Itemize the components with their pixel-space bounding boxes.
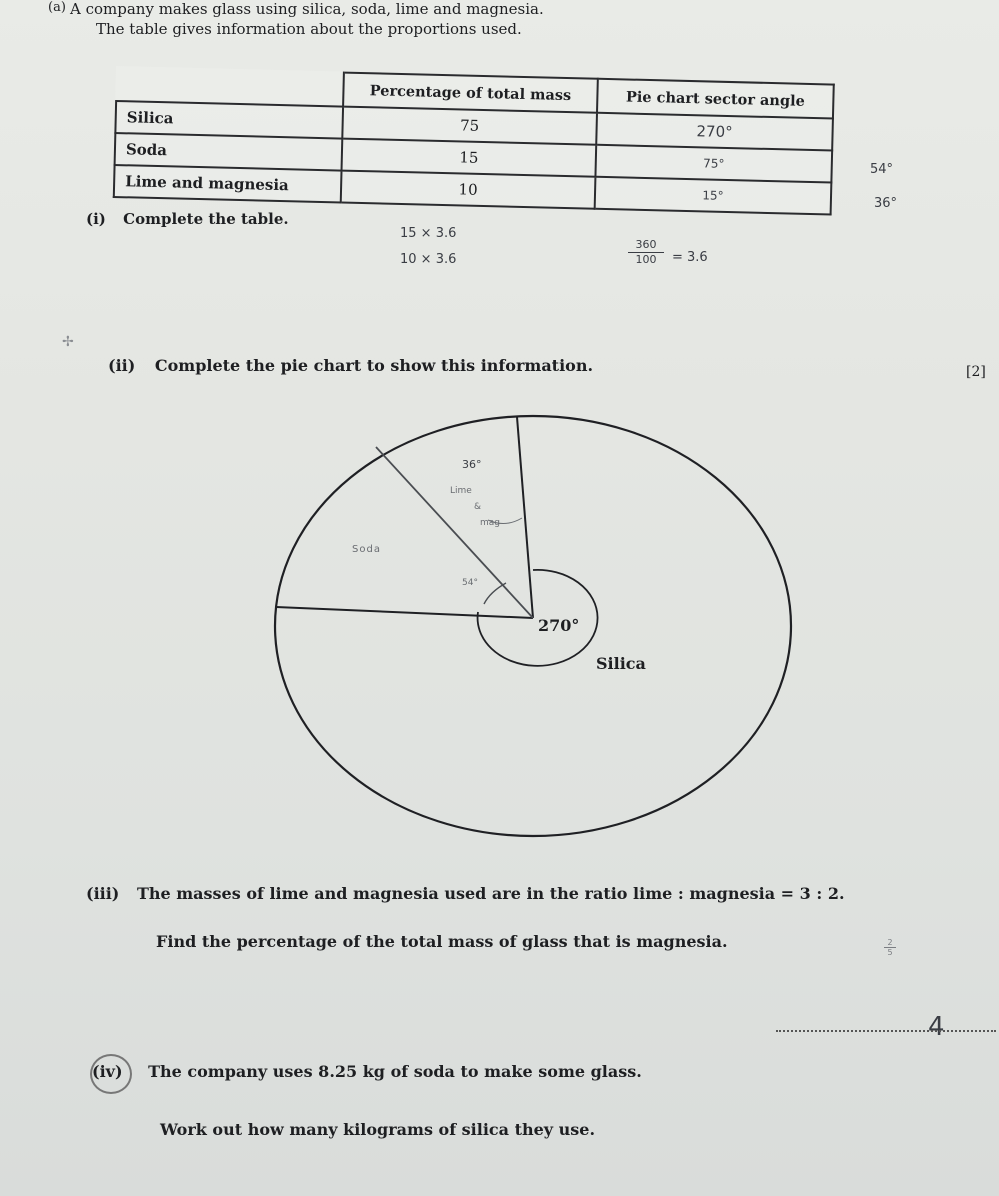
part-iii-text-2: Find the percentage of the total mass of glass that is magnesia.: [156, 932, 728, 951]
table-header-angle: Pie chart sector angle: [597, 79, 834, 119]
part-iii-instruction: [86, 884, 845, 903]
intro-line-1: A company makes glass using silica, soda, lime and magnesia.: [70, 0, 544, 18]
intro-line-2: The table gives information about the proportions used.: [96, 20, 522, 38]
row-percentage-soda: 15: [342, 139, 597, 177]
working-result: = 3.6: [672, 250, 708, 265]
pencil-tick-mark: ✢: [62, 334, 74, 350]
row-label-lime-magnesia: Lime and magnesia: [114, 165, 342, 203]
margin-note-36: 36°: [874, 196, 898, 211]
margin-fraction-denominator: 5: [884, 947, 896, 957]
part-i-text: Complete the table.: [123, 210, 289, 228]
part-iii-text: The masses of lime and magnesia used are in the ratio lime : magnesia = 3 : 2.: [136, 884, 845, 903]
part-iii-label: (iii): [86, 884, 120, 903]
part-iii-answer: 4: [928, 1012, 945, 1042]
lime-label: Lime: [450, 486, 472, 496]
row-label-soda: Soda: [115, 133, 343, 171]
fraction-numerator: 360: [635, 238, 657, 251]
sector-line-left: [276, 607, 533, 618]
pie-outline: [275, 416, 791, 836]
part-iii-answer-line: [776, 1030, 996, 1032]
row-label-silica: Silica: [115, 101, 343, 139]
magnesia-label: mag: [480, 518, 500, 528]
part-iv-instruction: [92, 1062, 642, 1081]
part-ii-text: Complete the pie chart to show this information.: [154, 356, 594, 375]
table-header-percentage: Percentage of total mass: [343, 73, 598, 113]
row-percentage-lime-magnesia: 10: [341, 171, 596, 209]
part-iv-text-2: Work out how many kilograms of silica they use.: [160, 1120, 596, 1139]
row-angle-silica: 270°: [596, 113, 833, 151]
silica-angle-label: 270°: [538, 616, 580, 635]
part-iv-text: The company uses 8.25 kg of soda to make some glass.: [148, 1062, 642, 1081]
row-angle-lime-magnesia: 15°: [595, 177, 832, 215]
fraction-denominator: 100: [628, 252, 664, 266]
working-line-1: 15 × 3.6: [400, 226, 457, 241]
row-percentage-silica: 75: [342, 107, 597, 145]
and-label: &: [474, 502, 482, 512]
soda-angle-label: 54°: [462, 578, 478, 588]
part-ii-label: (ii): [108, 356, 136, 375]
margin-fraction-numerator: 2: [887, 938, 893, 947]
sector-line-drawn: [376, 447, 533, 618]
working-line-2: 10 × 3.6: [400, 252, 457, 267]
row-angle-soda: 75°: [595, 145, 832, 183]
part-iv-label: (iv): [92, 1062, 123, 1081]
lime-angle-label: 36°: [462, 458, 482, 471]
part-iii-margin-fraction: [884, 938, 896, 957]
silica-label: Silica: [596, 654, 646, 673]
part-i-label: (i): [86, 210, 106, 228]
question-number: (a): [48, 0, 66, 15]
sector-line-top: [517, 417, 533, 618]
soda-label: Soda: [352, 544, 381, 555]
margin-note-54: 54°: [870, 162, 894, 177]
part-ii-marks: [2]: [966, 364, 986, 380]
